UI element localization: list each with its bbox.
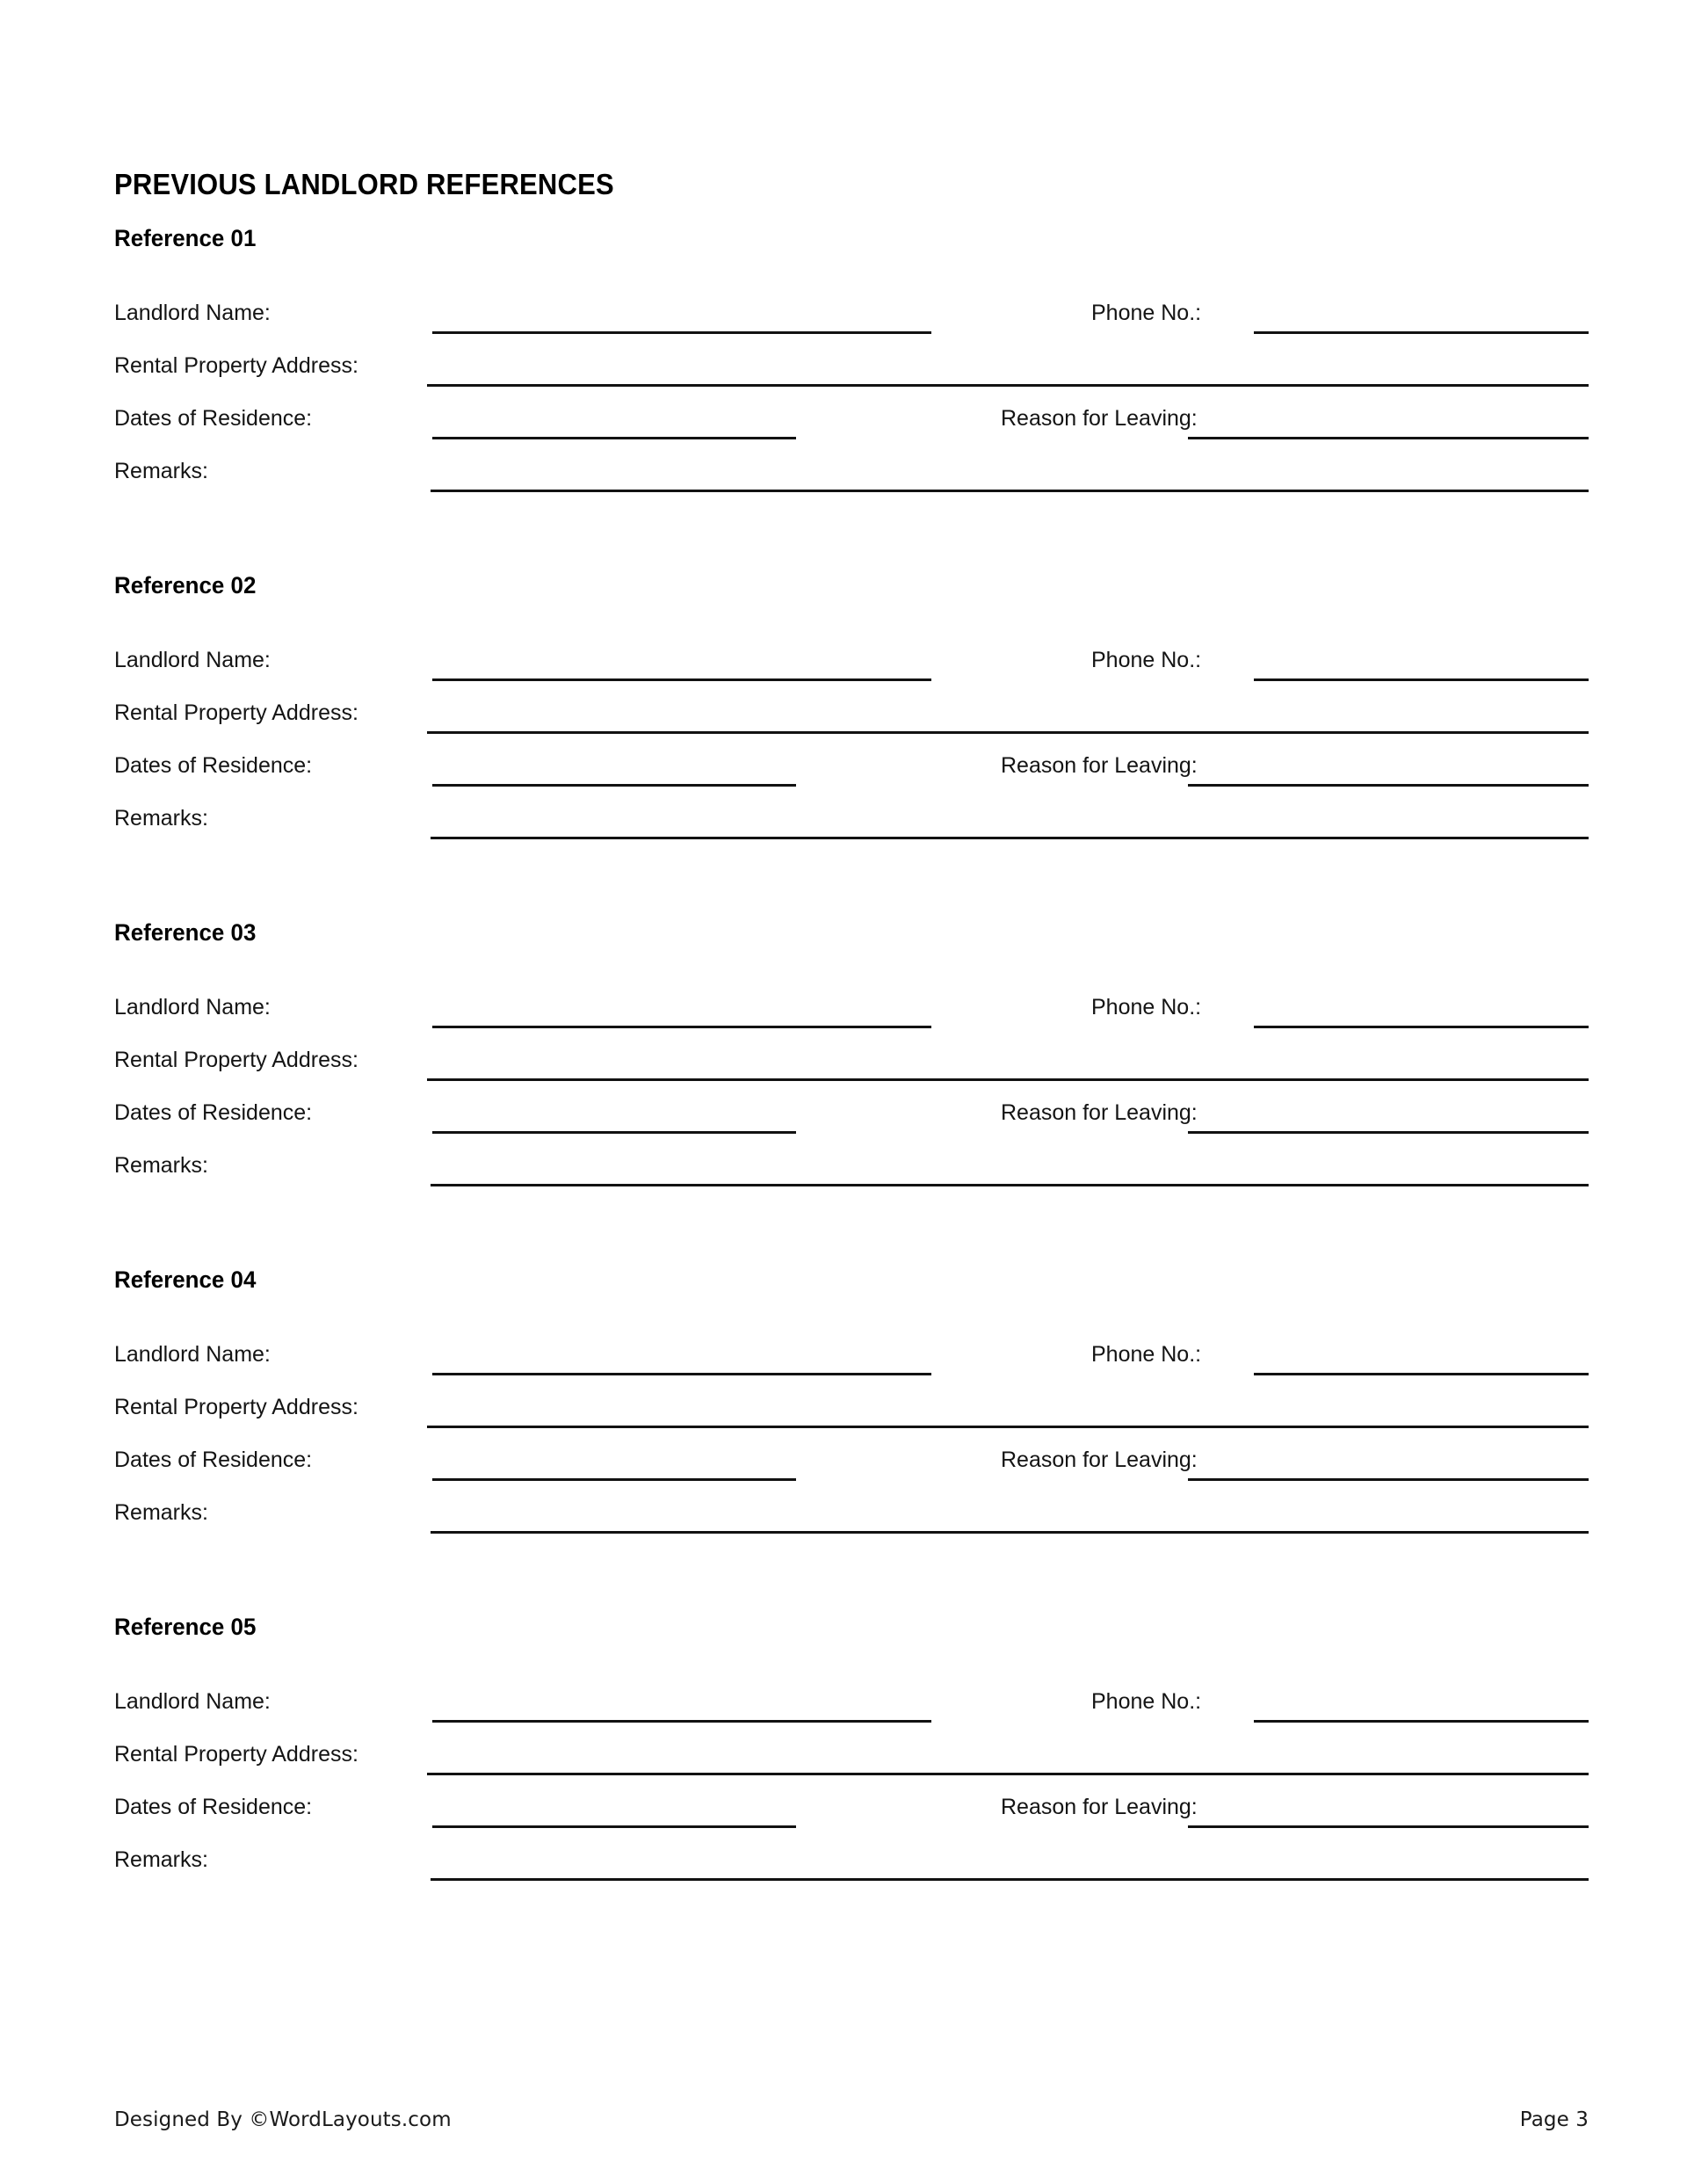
input-phone-no[interactable] [1254, 1026, 1589, 1028]
field-row-landlord-name [114, 994, 1589, 1034]
input-remarks[interactable] [431, 1184, 1589, 1186]
label-phone-no: Phone No.: [1091, 301, 1202, 325]
footer-page-number: Page 3 [1519, 2108, 1589, 2131]
input-rental-property-address[interactable] [427, 1426, 1589, 1428]
label-phone-no: Phone No.: [1091, 995, 1202, 1019]
label-rental-property-address: Rental Property Address: [114, 1395, 358, 1419]
input-remarks[interactable] [431, 1878, 1589, 1881]
input-dates-of-residence[interactable] [432, 784, 796, 787]
field-row-dates-of-residence [114, 752, 1589, 793]
label-landlord-name: Landlord Name: [114, 301, 271, 325]
field-row-rental-property-address [114, 352, 1589, 393]
field-row-remarks [114, 805, 1589, 845]
input-reason-for-leaving[interactable] [1188, 437, 1589, 439]
label-reason-for-leaving: Reason for Leaving: [1001, 1100, 1198, 1125]
reference-heading: Reference 02 [114, 572, 257, 599]
label-phone-no: Phone No.: [1091, 1342, 1202, 1367]
label-landlord-name: Landlord Name: [114, 995, 271, 1019]
field-row-dates-of-residence [114, 1794, 1589, 1834]
label-rental-property-address: Rental Property Address: [114, 353, 358, 378]
input-landlord-name[interactable] [432, 1720, 931, 1723]
input-remarks[interactable] [431, 837, 1589, 839]
label-phone-no: Phone No.: [1091, 648, 1202, 672]
label-dates-of-residence: Dates of Residence: [114, 1448, 313, 1472]
label-remarks: Remarks: [114, 459, 208, 483]
input-landlord-name[interactable] [432, 331, 931, 334]
label-rental-property-address: Rental Property Address: [114, 1048, 358, 1072]
label-dates-of-residence: Dates of Residence: [114, 1100, 313, 1125]
label-remarks: Remarks: [114, 1847, 208, 1872]
input-rental-property-address[interactable] [427, 731, 1589, 734]
field-row-remarks [114, 1847, 1589, 1887]
field-row-landlord-name [114, 647, 1589, 687]
label-reason-for-leaving: Reason for Leaving: [1001, 1795, 1198, 1819]
input-rental-property-address[interactable] [427, 384, 1589, 387]
input-phone-no[interactable] [1254, 331, 1589, 334]
input-dates-of-residence[interactable] [432, 1478, 796, 1481]
input-landlord-name[interactable] [432, 1026, 931, 1028]
field-row-rental-property-address [114, 700, 1589, 740]
input-rental-property-address[interactable] [427, 1773, 1589, 1775]
label-landlord-name: Landlord Name: [114, 648, 271, 672]
field-row-rental-property-address [114, 1741, 1589, 1781]
field-row-remarks [114, 1499, 1589, 1540]
field-row-landlord-name [114, 1341, 1589, 1382]
input-dates-of-residence[interactable] [432, 1825, 796, 1828]
page-title: PREVIOUS LANDLORD REFERENCES [114, 168, 614, 201]
page-footer [114, 2108, 1589, 2144]
reference-heading: Reference 04 [114, 1266, 257, 1293]
label-dates-of-residence: Dates of Residence: [114, 1795, 313, 1819]
field-row-dates-of-residence [114, 1099, 1589, 1140]
field-row-dates-of-residence [114, 1447, 1589, 1487]
field-row-rental-property-address [114, 1394, 1589, 1434]
input-landlord-name[interactable] [432, 678, 931, 681]
reference-heading: Reference 03 [114, 919, 257, 946]
input-phone-no[interactable] [1254, 1373, 1589, 1375]
input-reason-for-leaving[interactable] [1188, 1825, 1589, 1828]
label-rental-property-address: Rental Property Address: [114, 700, 358, 725]
input-dates-of-residence[interactable] [432, 437, 796, 439]
label-rental-property-address: Rental Property Address: [114, 1742, 358, 1767]
input-phone-no[interactable] [1254, 678, 1589, 681]
field-row-dates-of-residence [114, 405, 1589, 446]
input-reason-for-leaving[interactable] [1188, 1478, 1589, 1481]
label-landlord-name: Landlord Name: [114, 1342, 271, 1367]
label-dates-of-residence: Dates of Residence: [114, 406, 313, 431]
label-remarks: Remarks: [114, 1500, 208, 1525]
field-row-landlord-name [114, 1688, 1589, 1729]
input-rental-property-address[interactable] [427, 1078, 1589, 1081]
label-remarks: Remarks: [114, 1153, 208, 1178]
reference-heading: Reference 01 [114, 225, 257, 251]
input-reason-for-leaving[interactable] [1188, 784, 1589, 787]
field-row-rental-property-address [114, 1047, 1589, 1087]
label-phone-no: Phone No.: [1091, 1689, 1202, 1714]
footer-credit: Designed By ©WordLayouts.com [114, 2108, 452, 2131]
input-reason-for-leaving[interactable] [1188, 1131, 1589, 1134]
input-remarks[interactable] [431, 1531, 1589, 1534]
field-row-remarks [114, 1152, 1589, 1193]
input-phone-no[interactable] [1254, 1720, 1589, 1723]
input-dates-of-residence[interactable] [432, 1131, 796, 1134]
label-remarks: Remarks: [114, 806, 208, 831]
label-dates-of-residence: Dates of Residence: [114, 753, 313, 778]
input-remarks[interactable] [431, 490, 1589, 492]
label-reason-for-leaving: Reason for Leaving: [1001, 406, 1198, 431]
label-landlord-name: Landlord Name: [114, 1689, 271, 1714]
input-landlord-name[interactable] [432, 1373, 931, 1375]
field-row-remarks [114, 458, 1589, 498]
field-row-landlord-name [114, 300, 1589, 340]
reference-heading: Reference 05 [114, 1614, 257, 1640]
label-reason-for-leaving: Reason for Leaving: [1001, 753, 1198, 778]
label-reason-for-leaving: Reason for Leaving: [1001, 1448, 1198, 1472]
